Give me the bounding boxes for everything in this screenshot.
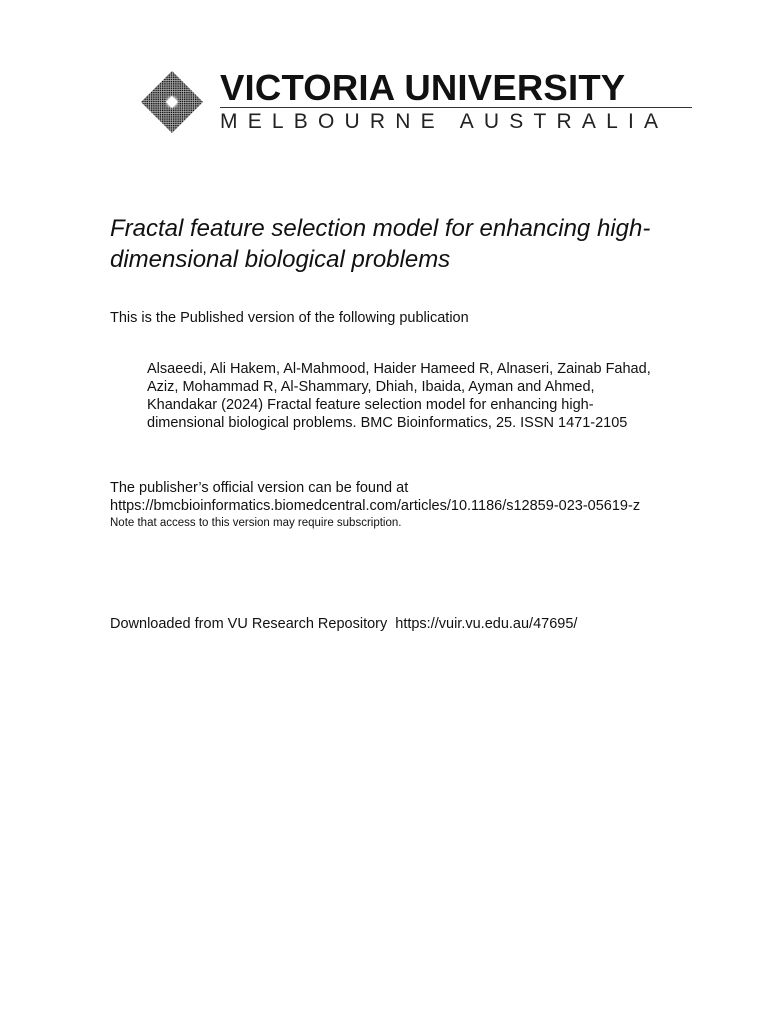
logo-subtitle: MELBOURNE AUSTRALIA (220, 110, 669, 133)
citation-line: dimensional biological problems. BMC Bioinformatics, 25. ISSN 1471-2105 (147, 415, 628, 431)
repository-link[interactable]: https://vuir.vu.edu.au/47695/ (395, 616, 578, 632)
publication-title (110, 213, 710, 275)
citation-line: Alsaeedi, Ali Hakem, Al-Mahmood, Haider Hameed R, Alnaseri, Zainab Fahad, (147, 361, 651, 377)
repository-statement (110, 615, 577, 633)
citation-line: Aziz, Mohammad R, Al-Shammary, Dhiah, Ibaida, Ayman and Ahmed, (147, 379, 595, 395)
repository-label: Downloaded from VU Research Repository (110, 616, 388, 632)
version-statement: This is the Published version of the following publication (110, 310, 469, 326)
citation-block (147, 360, 707, 432)
university-logo (140, 68, 696, 136)
title-line: Fractal feature selection model for enhancing high- (110, 215, 651, 242)
citation-line: Khandakar (2024) Fractal feature selection model for enhancing high- (147, 397, 594, 413)
logo-divider (220, 107, 692, 108)
publisher-link[interactable]: https://bmcbioinformatics.biomedcentral.com/articles/10.1186/s12859-023-05619-z (110, 498, 641, 514)
publisher-heading: The publisher’s official version can be found at (110, 480, 409, 496)
subscription-note: Note that access to this version may require subscription. (110, 517, 402, 529)
title-line: dimensional biological problems (110, 246, 451, 273)
logo-wordmark: VICTORIA UNIVERSITY (220, 67, 626, 108)
publisher-version-block (110, 479, 640, 531)
diamond-logo-icon (140, 70, 204, 134)
